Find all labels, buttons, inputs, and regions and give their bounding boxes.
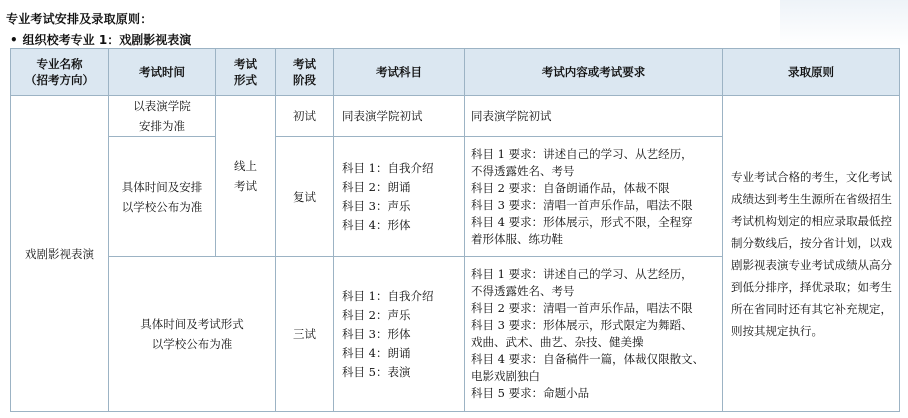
subsection-title: 组织校考专业 1：戏剧影视表演	[22, 33, 192, 47]
subsection-heading	[10, 31, 191, 48]
time-cell: 具体时间及安排 以学校公布为准	[109, 137, 216, 257]
principle-cell: 专业考试合格的考生，文化考试成绩达到考生生源所在省级招生考试机构划定的相应录取最低控制分数线后，按分省计划，以戏剧影视表演专业考试成绩从高分到低分排序，择优录取；如考生所在省同时还有其它补充规定，则按其规定执行。	[723, 96, 900, 412]
header-stage: 考试 阶段	[276, 49, 334, 96]
header-major: 专业名称 （招考方向）	[11, 49, 109, 96]
major-name-cell: 戏剧影视表演	[11, 96, 109, 412]
table-row	[11, 96, 900, 137]
form-cell: 线上 考试	[216, 96, 276, 257]
content-cell: 科目 1 要求：讲述自己的学习、从艺经历， 不得透露姓名、考号 科目 2 要求：自备朗诵作品，体裁不限 科目 3 要求：清唱一首声乐作品，唱法不限 科目 4 要求：形体展示，形式不限，全程穿 着形体服、练功鞋	[465, 137, 723, 257]
stage-cell: 复试	[276, 137, 334, 257]
header-principle: 录取原则	[723, 49, 900, 96]
bullet-icon: •	[10, 33, 18, 47]
header-content: 考试内容或考试要求	[465, 49, 723, 96]
header-form: 考试 形式	[216, 49, 276, 96]
content-cell: 同表演学院初试	[465, 96, 723, 137]
content-cell: 科目 1 要求：讲述自己的学习、从艺经历， 不得透露姓名、考号 科目 2 要求：清唱一首声乐作品，唱法不限 科目 3 要求：形体展示，形式限定为舞蹈、 戏曲、武术、曲艺、杂技、健美操 科目 4 要求：自备稿件一篇，体裁仅限散文、 电影戏剧独白 科目 5 要求：命题小品	[465, 257, 723, 412]
time-cell: 以表演学院 安排为准	[109, 96, 216, 137]
time-cell: 具体时间及考试形式 以学校公布为准	[109, 257, 276, 412]
section-heading: 专业考试安排及录取原则：	[6, 12, 153, 26]
table-header-row	[11, 49, 900, 96]
subjects-cell: 科目 1：自我介绍 科目 2：朗诵 科目 3：声乐 科目 4：形体	[334, 137, 465, 257]
header-decoration	[780, 0, 908, 46]
admission-rules-table	[10, 48, 900, 412]
stage-cell: 初试	[276, 96, 334, 137]
header-subjects: 考试科目	[334, 49, 465, 96]
header-time: 考试时间	[109, 49, 216, 96]
stage-cell: 三试	[276, 257, 334, 412]
subjects-cell: 科目 1：自我介绍 科目 2：声乐 科目 3：形体 科目 4：朗诵 科目 5：表演	[334, 257, 465, 412]
subjects-cell: 同表演学院初试	[334, 96, 465, 137]
